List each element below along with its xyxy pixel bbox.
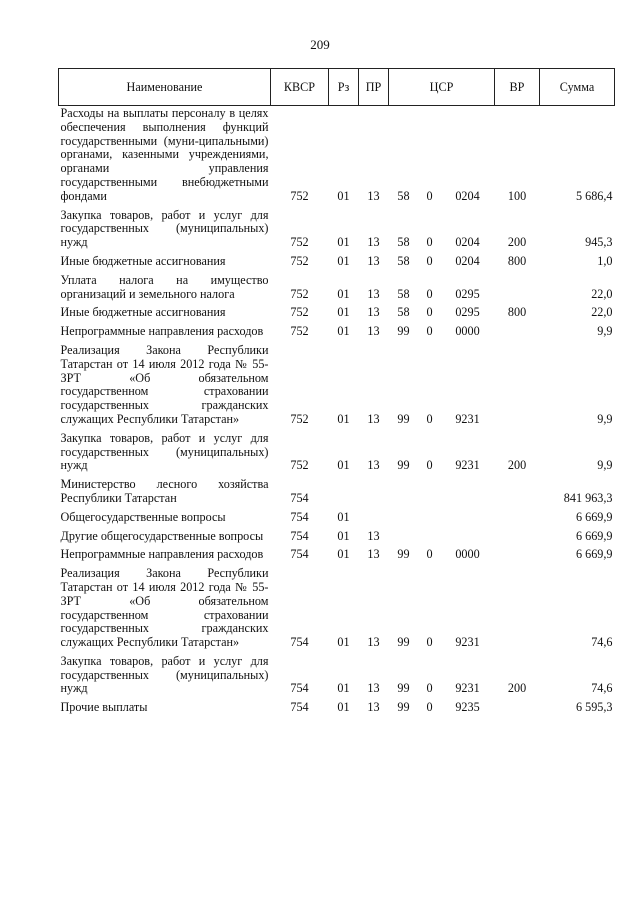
row-csr-program: 99 bbox=[397, 635, 410, 650]
row-vr bbox=[495, 322, 540, 341]
row-sum: 74,6 bbox=[591, 681, 613, 696]
table-row bbox=[59, 429, 615, 475]
row-kvsr: 754 bbox=[290, 635, 309, 650]
table-row bbox=[59, 652, 615, 698]
row-vr: 200 bbox=[507, 235, 527, 250]
row-csr-program: 99 bbox=[397, 681, 410, 696]
header-kvsr: КВСР bbox=[271, 69, 329, 106]
row-csr-subprogram: 0 bbox=[426, 635, 433, 650]
row-rz: 01 bbox=[337, 411, 350, 426]
row-csr-program: 99 bbox=[397, 458, 410, 473]
row-rz: 01 bbox=[337, 458, 350, 473]
row-csr-subprogram: 0 bbox=[426, 700, 433, 715]
table-row bbox=[59, 303, 615, 322]
row-kvsr: 752 bbox=[290, 324, 309, 339]
row-csr-program bbox=[389, 475, 419, 508]
row-rz: 01 bbox=[337, 253, 350, 268]
row-vr bbox=[495, 564, 540, 652]
table-header-row bbox=[59, 69, 615, 106]
row-sum: 6 669,9 bbox=[575, 547, 613, 562]
row-vr bbox=[495, 698, 540, 717]
row-csr-subprogram: 0 bbox=[426, 681, 433, 696]
row-csr-subprogram: 0 bbox=[426, 286, 433, 301]
row-rz: 01 bbox=[337, 188, 350, 203]
row-pr bbox=[359, 475, 389, 508]
row-pr: 13 bbox=[367, 286, 380, 301]
table-row bbox=[59, 564, 615, 652]
row-sum: 6 669,9 bbox=[575, 528, 613, 543]
row-rz: 01 bbox=[337, 286, 350, 301]
row-csr-program: 58 bbox=[397, 188, 410, 203]
row-name: Закупка товаров, работ и услуг для государственных (муниципальных) нужд bbox=[60, 430, 269, 473]
table-row bbox=[59, 508, 615, 527]
row-name: Реализация Закона Республики Татарстан от 14 июля 2012 года № 55-ЗРТ «Об обязательном государственном страховании государственных гражданских служащих Республики Татарстан» bbox=[60, 566, 269, 650]
row-pr: 13 bbox=[367, 305, 380, 320]
row-vr: 100 bbox=[507, 188, 527, 203]
row-name: Министерство лесного хозяйства Республики Татарстан bbox=[60, 477, 269, 505]
table-row bbox=[59, 698, 615, 717]
row-rz: 01 bbox=[337, 305, 350, 320]
row-pr: 13 bbox=[367, 253, 380, 268]
row-csr-direction bbox=[441, 508, 495, 527]
row-vr bbox=[495, 527, 540, 546]
row-csr-direction: 9231 bbox=[455, 681, 480, 696]
row-sum: 9,9 bbox=[597, 411, 613, 426]
row-vr bbox=[495, 341, 540, 429]
row-rz: 01 bbox=[337, 635, 350, 650]
row-csr-subprogram bbox=[419, 508, 441, 527]
row-csr-direction: 9231 bbox=[455, 458, 480, 473]
row-sum: 22,0 bbox=[591, 305, 613, 320]
row-sum: 9,9 bbox=[597, 458, 613, 473]
row-kvsr: 754 bbox=[290, 681, 309, 696]
row-sum: 945,3 bbox=[585, 235, 613, 250]
row-sum: 841 963,3 bbox=[563, 490, 613, 505]
row-csr-direction: 0204 bbox=[455, 188, 480, 203]
row-pr: 13 bbox=[367, 700, 380, 715]
row-csr-subprogram: 0 bbox=[426, 411, 433, 426]
row-name: Прочие выплаты bbox=[60, 700, 148, 715]
table-row bbox=[59, 322, 615, 341]
row-rz: 01 bbox=[337, 324, 350, 339]
row-csr-program: 99 bbox=[397, 547, 410, 562]
row-csr-program: 58 bbox=[397, 305, 410, 320]
row-pr: 13 bbox=[367, 458, 380, 473]
row-rz: 01 bbox=[337, 547, 350, 562]
row-kvsr: 752 bbox=[290, 458, 309, 473]
row-name: Другие общегосударственные вопросы bbox=[60, 528, 264, 543]
row-rz: 01 bbox=[337, 528, 350, 543]
row-kvsr: 754 bbox=[290, 490, 309, 505]
row-vr bbox=[495, 475, 540, 508]
row-pr: 13 bbox=[367, 411, 380, 426]
row-csr-subprogram: 0 bbox=[426, 305, 433, 320]
row-pr: 13 bbox=[367, 188, 380, 203]
row-csr-subprogram: 0 bbox=[426, 235, 433, 250]
row-kvsr: 752 bbox=[290, 411, 309, 426]
row-csr-direction: 9231 bbox=[455, 411, 480, 426]
row-kvsr: 754 bbox=[290, 509, 309, 524]
table-row bbox=[59, 545, 615, 564]
header-rz: Рз bbox=[329, 69, 359, 106]
row-rz bbox=[329, 475, 359, 508]
row-rz: 01 bbox=[337, 235, 350, 250]
table-row bbox=[59, 341, 615, 429]
row-csr-direction: 0295 bbox=[455, 286, 480, 301]
row-sum: 5 686,4 bbox=[575, 188, 613, 203]
row-csr-subprogram bbox=[419, 475, 441, 508]
row-csr-direction bbox=[441, 475, 495, 508]
row-csr-program: 99 bbox=[397, 700, 410, 715]
row-sum: 9,9 bbox=[597, 324, 613, 339]
row-pr: 13 bbox=[367, 528, 380, 543]
row-csr-subprogram: 0 bbox=[426, 547, 433, 562]
row-csr-program: 99 bbox=[397, 324, 410, 339]
row-csr-direction: 0204 bbox=[455, 253, 480, 268]
header-csr: ЦСР bbox=[389, 69, 495, 106]
row-name: Непрограммные направления расходов bbox=[60, 547, 264, 562]
row-rz: 01 bbox=[337, 681, 350, 696]
row-vr bbox=[495, 271, 540, 304]
row-csr-subprogram: 0 bbox=[426, 188, 433, 203]
row-pr: 13 bbox=[367, 547, 380, 562]
row-csr-subprogram: 0 bbox=[426, 253, 433, 268]
row-rz: 01 bbox=[337, 509, 350, 524]
row-kvsr: 752 bbox=[290, 188, 309, 203]
row-vr: 200 bbox=[507, 458, 527, 473]
row-name: Общегосударственные вопросы bbox=[60, 509, 226, 524]
page-number: 209 bbox=[310, 37, 330, 52]
row-sum: 22,0 bbox=[591, 286, 613, 301]
row-rz: 01 bbox=[337, 700, 350, 715]
header-name: Наименование bbox=[59, 69, 271, 106]
row-name: Расходы на выплаты персоналу в целях обеспечения выполнения функций государственными (муни-ципальными) органами, казенными учреждениями, органами управления государственными внебюджетными фондами bbox=[60, 106, 269, 203]
row-csr-subprogram: 0 bbox=[426, 458, 433, 473]
row-vr: 800 bbox=[507, 305, 527, 320]
row-csr-direction: 0295 bbox=[455, 305, 480, 320]
table-row bbox=[59, 271, 615, 304]
row-csr-program: 58 bbox=[397, 286, 410, 301]
table-row bbox=[59, 206, 615, 252]
row-csr-program: 58 bbox=[397, 253, 410, 268]
header-vr: ВР bbox=[495, 69, 540, 106]
row-csr-direction: 9231 bbox=[455, 635, 480, 650]
table-row bbox=[59, 252, 615, 271]
row-name: Уплата налога на имущество организаций и земельного налога bbox=[60, 272, 269, 301]
row-csr-direction: 0000 bbox=[455, 324, 480, 339]
header-pr: ПР bbox=[359, 69, 389, 106]
row-name: Реализация Закона Республики Татарстан от 14 июля 2012 года № 55-ЗРТ «Об обязательном государственном страховании государственных гражданских служащих Республики Татарстан» bbox=[60, 342, 269, 426]
row-sum: 1,0 bbox=[597, 253, 613, 268]
row-csr-direction: 0000 bbox=[455, 547, 480, 562]
row-name: Закупка товаров, работ и услуг для государственных (муниципальных) нужд bbox=[60, 653, 269, 696]
row-kvsr: 754 bbox=[290, 528, 309, 543]
row-csr-subprogram bbox=[419, 527, 441, 546]
table-row bbox=[59, 475, 615, 508]
row-vr: 800 bbox=[507, 253, 527, 268]
row-kvsr: 752 bbox=[290, 305, 309, 320]
row-name: Непрограммные направления расходов bbox=[60, 324, 264, 339]
row-vr bbox=[495, 545, 540, 564]
row-kvsr: 752 bbox=[290, 253, 309, 268]
row-pr: 13 bbox=[367, 681, 380, 696]
row-vr bbox=[495, 508, 540, 527]
budget-table bbox=[58, 68, 615, 717]
row-vr: 200 bbox=[507, 681, 527, 696]
row-kvsr: 754 bbox=[290, 547, 309, 562]
header-sum: Сумма bbox=[540, 69, 615, 106]
row-csr-program: 58 bbox=[397, 235, 410, 250]
row-csr-program: 99 bbox=[397, 411, 410, 426]
row-csr-direction bbox=[441, 527, 495, 546]
row-sum: 74,6 bbox=[591, 635, 613, 650]
table-row bbox=[59, 106, 615, 206]
row-kvsr: 752 bbox=[290, 235, 309, 250]
row-pr: 13 bbox=[367, 635, 380, 650]
row-pr: 13 bbox=[367, 235, 380, 250]
row-csr-subprogram: 0 bbox=[426, 324, 433, 339]
row-kvsr: 754 bbox=[290, 700, 309, 715]
row-pr: 13 bbox=[367, 324, 380, 339]
row-csr-program bbox=[389, 508, 419, 527]
row-csr-direction: 0204 bbox=[455, 235, 480, 250]
row-sum: 6 595,3 bbox=[575, 700, 613, 715]
row-name: Иные бюджетные ассигнования bbox=[60, 305, 226, 320]
row-csr-program bbox=[389, 527, 419, 546]
row-pr bbox=[359, 508, 389, 527]
row-name: Закупка товаров, работ и услуг для государственных (муниципальных) нужд bbox=[60, 207, 269, 250]
table-row bbox=[59, 527, 615, 546]
row-sum: 6 669,9 bbox=[575, 509, 613, 524]
row-name: Иные бюджетные ассигнования bbox=[60, 253, 226, 268]
row-kvsr: 752 bbox=[290, 286, 309, 301]
row-csr-direction: 9235 bbox=[455, 700, 480, 715]
